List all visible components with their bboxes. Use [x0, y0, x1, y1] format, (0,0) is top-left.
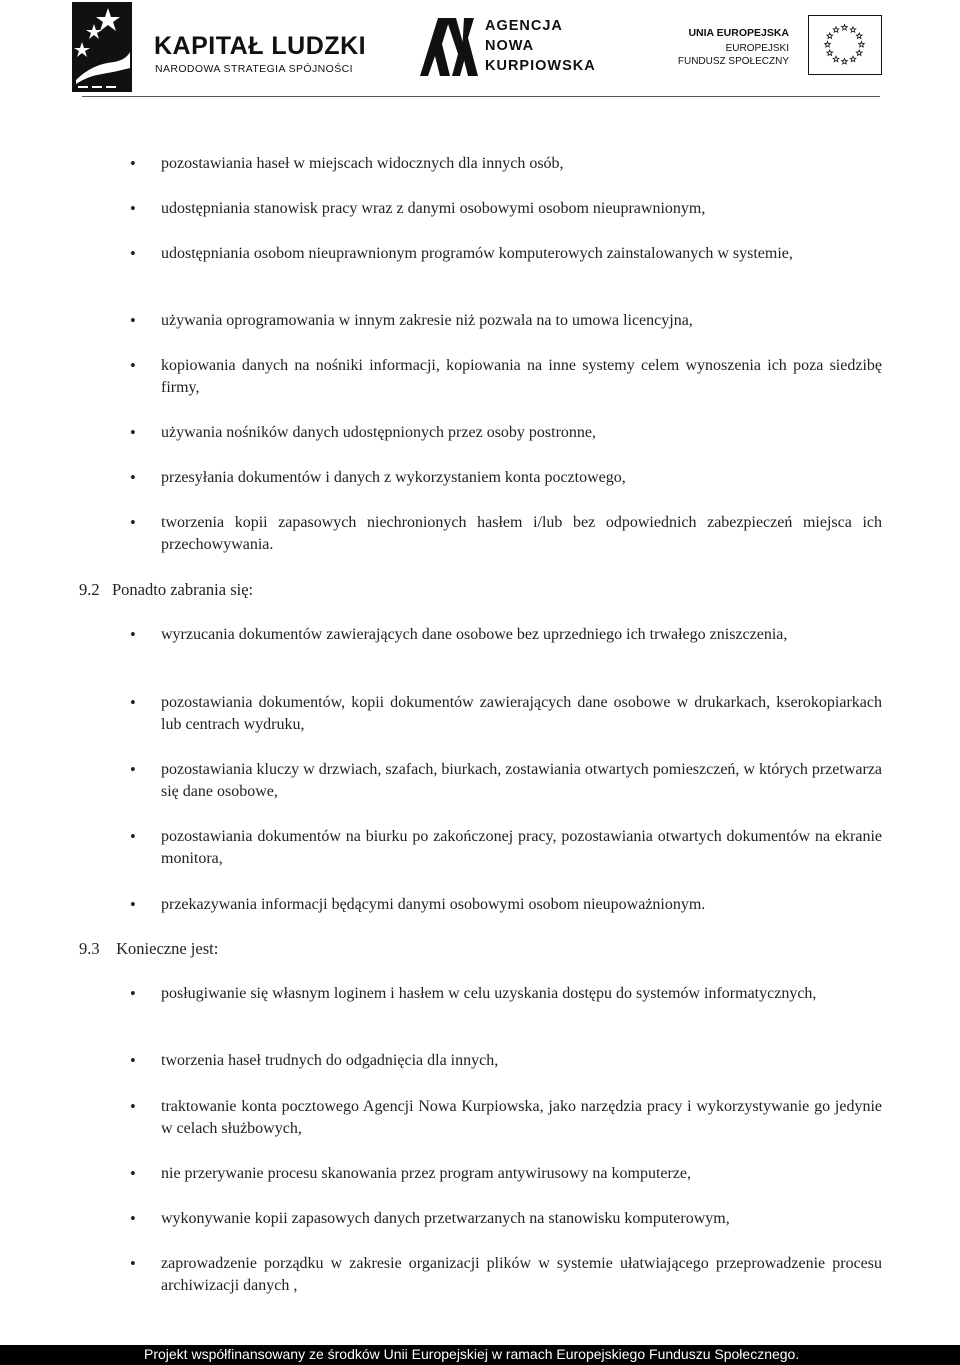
footer-text: Projekt współfinansowany ze środków Unii Europejskiej w ramach Europejskiego Funduszu Społecznego. [144, 1346, 800, 1362]
section-number: 9.3 [79, 939, 100, 958]
eu-star-icon [850, 56, 856, 61]
list-item-text: tworzenia kopii zapasowych niechronionych hasłem i/lub bez odpowiednich zabezpieczeń miejsca ich przechowywania. [161, 514, 882, 553]
section-heading-9-2 [79, 579, 253, 601]
list-item-text: traktowanie konta pocztowego Agencji Nowa Kurpiowska, jako narzędzia pracy i wykorzystywanie go jedynie w celach służbowych, [161, 1098, 882, 1137]
kapital-ludzki-subtitle: NARODOWA STRATEGIA SPÓJNOŚCI [155, 63, 353, 75]
list-item-text: używania nośników danych udostępnionych przez osoby postronne, [161, 424, 597, 441]
eu-star-icon [827, 50, 833, 55]
list-item-text: udostępniania stanowisk pracy wraz z danymi osobowymi osobom nieuprawnionym, [161, 200, 706, 217]
agency-name-line2: NOWA [485, 38, 535, 54]
list-item-text: używania oprogramowania w innym zakresie niż pozwala na to umowa licencyjna, [161, 312, 693, 329]
eu-name-line3: FUNDUSZ SPOŁECZNY [677, 56, 789, 67]
list-item-text: przekazywania informacji będącymi danymi osobowymi osobom nieupoważnionym. [161, 896, 706, 913]
kapital-ludzki-emblem-icon [72, 2, 132, 92]
eu-logo [677, 15, 885, 79]
eu-flag-icon [808, 15, 882, 75]
kapital-ludzki-logo [72, 2, 367, 92]
eu-star-icon [842, 59, 848, 64]
list-item-text: pozostawiania haseł w miejscach widocznych dla innych osób, [161, 155, 564, 172]
list-item-text: posługiwanie się własnym loginem i hasłem w celu uzyskania dostępu do systemów informatycznych, [161, 985, 817, 1002]
bullet: • [130, 1254, 136, 1273]
bullet: • [130, 1209, 136, 1228]
bullet: • [130, 1097, 136, 1116]
page-header [0, 0, 960, 98]
eu-star-icon [850, 27, 856, 32]
eu-star-icon [833, 27, 839, 32]
list-item-text: pozostawiania kluczy w drzwiach, szafach, biurkach, zostawiania otwartych pomieszczeń, w których przetwarza się dane osobowe, [161, 761, 883, 800]
eu-star-icon [856, 50, 862, 55]
bullet: • [130, 311, 136, 330]
bullet: • [130, 513, 136, 532]
section-title: Ponadto zabrania się: [112, 580, 254, 599]
agencja-logo-mark-icon [420, 14, 480, 78]
section-number: 9.2 [79, 580, 100, 599]
bullet: • [130, 154, 136, 173]
eu-star-icon [833, 56, 839, 61]
bullet: • [130, 625, 136, 644]
section-heading-9-3 [79, 938, 218, 960]
bullet: • [130, 244, 136, 263]
bullet: • [130, 1051, 136, 1070]
agency-name-line1: AGENCJA [485, 18, 563, 34]
list-item-text: kopiowania danych na nośniki informacji, kopiowania na inne systemy celem wynoszenia ich poza siedzibę firmy, [161, 357, 882, 396]
eu-name-line1: UNIA EUROPEJSKA [688, 27, 789, 39]
list-item-text: zaprowadzenie porządku w zakresie organizacji plików w systemie ułatwiającego przeprowadzenie procesu archiwizacji danych , [161, 1255, 882, 1294]
kapital-ludzki-title: KAPITAŁ LUDZKI [154, 32, 367, 60]
header-divider [82, 96, 880, 97]
eu-star-icon [859, 42, 865, 47]
bullet: • [130, 468, 136, 487]
list-item-text: wykonywanie kopii zapasowych danych przetwarzanych na stanowisku komputerowym, [161, 1210, 730, 1227]
eu-star-icon [827, 33, 833, 38]
agencja-nowa-kurpiowska-logo [420, 14, 620, 84]
eu-star-icon [856, 33, 862, 38]
bullet: • [130, 693, 136, 712]
page-footer [0, 1345, 960, 1365]
bullet: • [130, 760, 136, 779]
bullet: • [130, 199, 136, 218]
list-item-text: przesyłania dokumentów i danych z wykorzystaniem konta pocztowego, [161, 469, 626, 486]
bullet: • [130, 895, 136, 914]
bullet: • [130, 423, 136, 442]
bullet: • [130, 827, 136, 846]
list-item-text: nie przerywanie procesu skanowania przez program antywirusowy na komputerze, [161, 1165, 692, 1182]
eu-name-line2: EUROPEJSKI [725, 43, 789, 54]
list-item-text: wyrzucania dokumentów zawierających dane osobowe bez uprzedniego ich trwałego zniszczenia, [161, 626, 788, 643]
bullet: • [130, 356, 136, 375]
section-title: Konieczne jest: [116, 939, 219, 958]
list-item-text: pozostawiania dokumentów, kopii dokumentów zawierających dane osobowe w drukarkach, kserokopiarkach lub centrach wydruku, [161, 694, 882, 733]
eu-star-icon [842, 25, 848, 30]
bullet: • [130, 984, 136, 1003]
eu-star-icon [825, 42, 831, 47]
bullet: • [130, 1164, 136, 1183]
list-item-text: udostępniania osobom nieuprawnionym programów komputerowych zainstalowanych w systemie, [161, 245, 793, 262]
list-item-text: tworzenia haseł trudnych do odgadnięcia dla innych, [161, 1052, 499, 1069]
list-item-text: pozostawiania dokumentów na biurku po zakończonej pracy, pozostawiania otwartych dokumentów na ekranie monitora, [161, 828, 882, 867]
agency-name-line3: KURPIOWSKA [485, 58, 596, 74]
